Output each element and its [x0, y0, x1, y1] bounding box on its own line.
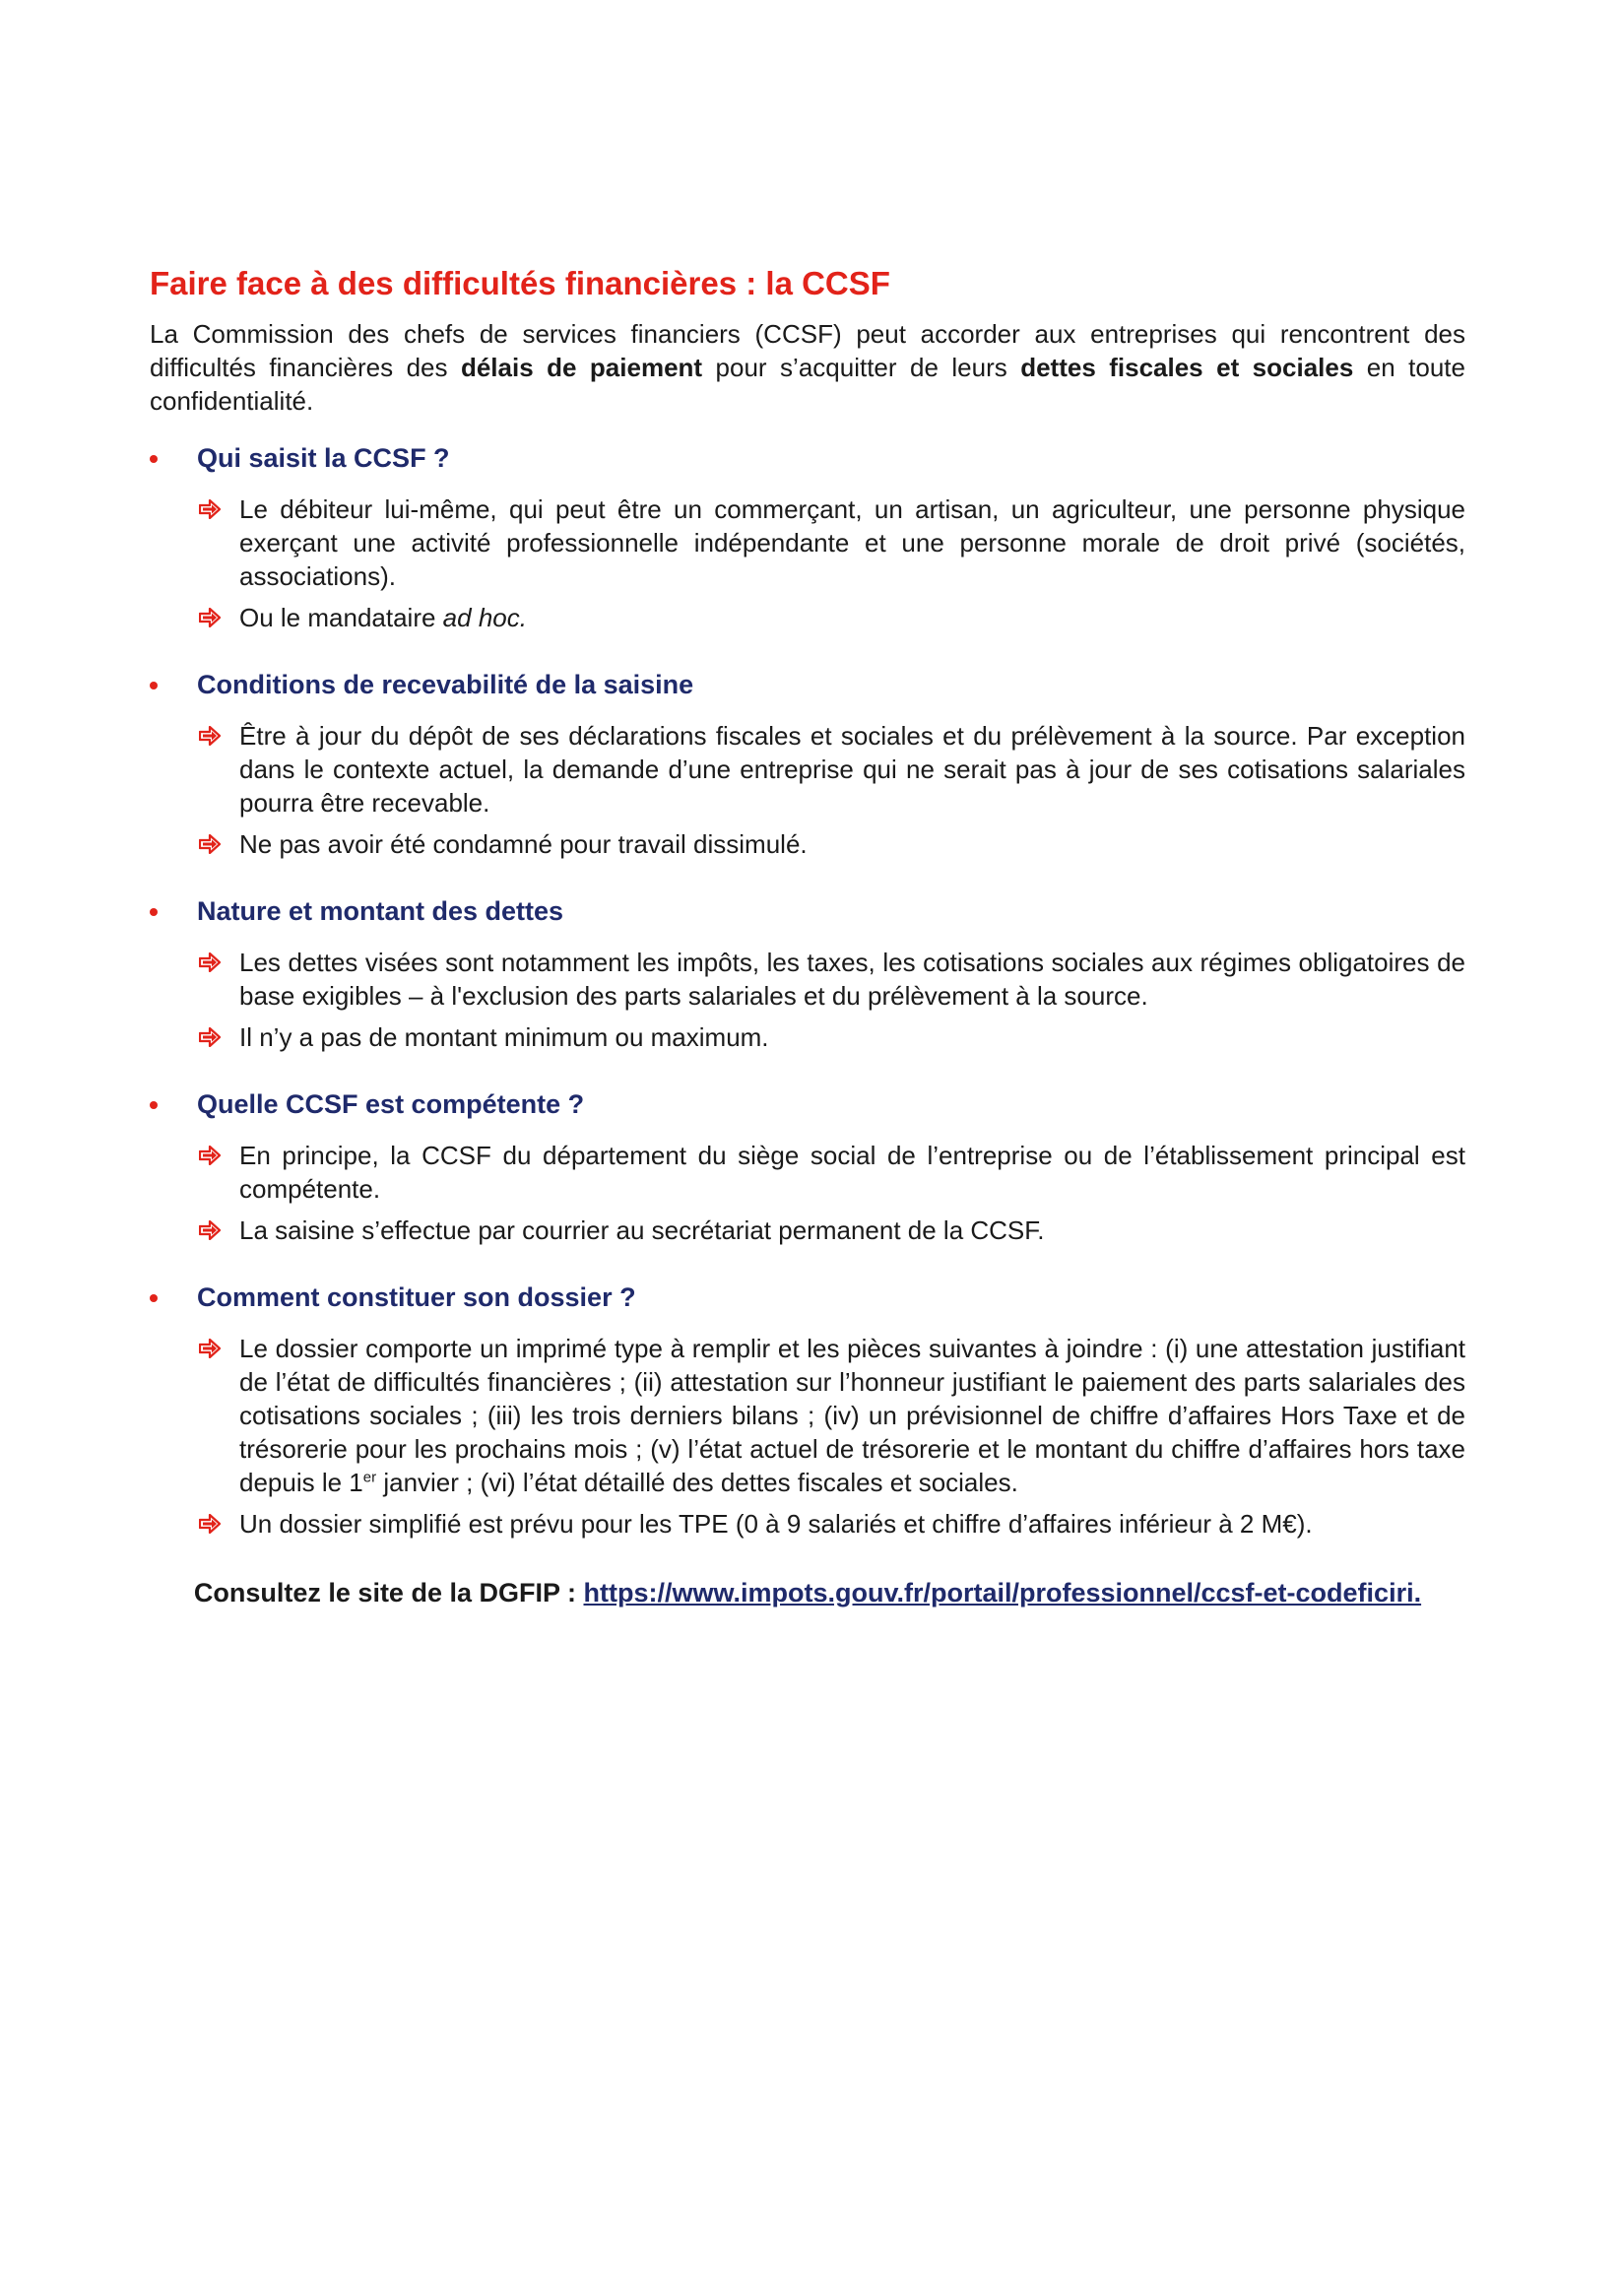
list-item: Un dossier simplifié est prévu pour les TPE (0 à 9 salariés et chiffre d’affaires inférieur à 2 M€).: [150, 1507, 1465, 1541]
red-arrow-icon: [199, 1027, 221, 1047]
section-heading: Qui saisit la CCSF ?: [150, 441, 1465, 475]
red-arrow-icon: [199, 1514, 221, 1534]
footer-dgfip: [150, 1576, 1465, 1609]
red-dot-bullet-icon: [150, 682, 158, 689]
section-nature-montant: [150, 894, 1465, 1054]
list-item: La saisine s’effectue par courrier au secrétariat permanent de la CCSF.: [150, 1214, 1465, 1247]
section-heading: Quelle CCSF est compétente ?: [150, 1087, 1465, 1121]
document-page: [150, 264, 1465, 1609]
intro-bold-delais: délais de paiement: [460, 353, 703, 382]
red-dot-bullet-icon: [150, 1294, 158, 1302]
red-arrow-icon: [199, 499, 221, 519]
footer-label: Consultez le site de la DGFIP :: [193, 1578, 584, 1607]
red-arrow-icon: [199, 1339, 221, 1358]
section-heading: Nature et montant des dettes: [150, 894, 1465, 928]
red-arrow-icon: [199, 1220, 221, 1240]
red-arrow-icon: [199, 608, 221, 627]
list-item: Être à jour du dépôt de ses déclarations fiscales et sociales et du prélèvement à la source. Par exception dans le contexte actuel, la demande d’une entreprise qui ne serait pas à jour de ses cotisations salariales pourra être recevable.: [150, 719, 1465, 820]
list-item: Ne pas avoir été condamné pour travail dissimulé.: [150, 827, 1465, 861]
dgfip-link[interactable]: https://www.impots.gouv.fr/portail/professionnel/ccsf-et-codeficiri.: [583, 1578, 1422, 1607]
list-item: Le dossier comporte un imprimé type à remplir et les pièces suivantes à joindre : (i) une attestation justifiant de l’état de difficultés financières ; (ii) attestation sur l’honneur justifiant le paiement des parts salariales des cotisations sociales ; (iii) les trois derniers bilans ; (iv) un prévisionnel de chiffre d’affaires Hors Taxe et de trésorerie pour les prochains mois ; (v) l’état actuel de trésorerie et le montant du chiffre d’affaires hors taxe depuis le 1er janvier ; (vi) l’état détaillé des dettes fiscales et sociales.: [150, 1332, 1465, 1499]
section-qui-saisit: [150, 441, 1465, 634]
red-dot-bullet-icon: [150, 455, 158, 463]
intro-paragraph: La Commission des chefs de services financiers (CCSF) peut accorder aux entreprises qui rencontrent des difficultés financières des délais de paiement pour s’acquitter de leurs dettes fiscales et sociales en toute confidentialité.: [150, 319, 1465, 416]
red-dot-bullet-icon: [150, 1101, 158, 1109]
list-item: Le débiteur lui-même, qui peut être un commerçant, un artisan, un agriculteur, une personne physique exerçant une activité professionnelle indépendante et une personne morale de droit privé (sociétés, associations).: [150, 492, 1465, 593]
list-item: Ou le mandataire ad hoc.: [150, 601, 1465, 634]
red-dot-bullet-icon: [150, 908, 158, 916]
document-title: Faire face à des difficultés financières : la CCSF: [150, 265, 890, 301]
intro-bold-dettes: dettes fiscales et sociales: [1020, 353, 1354, 382]
list-item: Il n’y a pas de montant minimum ou maximum.: [150, 1020, 1465, 1054]
list-item: Les dettes visées sont notamment les impôts, les taxes, les cotisations sociales aux régimes obligatoires de base exigibles – à l'exclusion des parts salariales et du prélèvement à la source.: [150, 946, 1465, 1013]
list-item: En principe, la CCSF du département du siège social de l’entreprise ou de l’établissement principal est compétente.: [150, 1139, 1465, 1206]
section-ccsf-competente: [150, 1087, 1465, 1247]
section-heading: Conditions de recevabilité de la saisine: [150, 668, 1465, 701]
red-arrow-icon: [199, 1146, 221, 1165]
section-constituer-dossier: [150, 1280, 1465, 1541]
red-arrow-icon: [199, 952, 221, 972]
red-arrow-icon: [199, 834, 221, 854]
section-heading: Comment constituer son dossier ?: [150, 1280, 1465, 1314]
red-arrow-icon: [199, 726, 221, 746]
section-conditions: [150, 668, 1465, 861]
